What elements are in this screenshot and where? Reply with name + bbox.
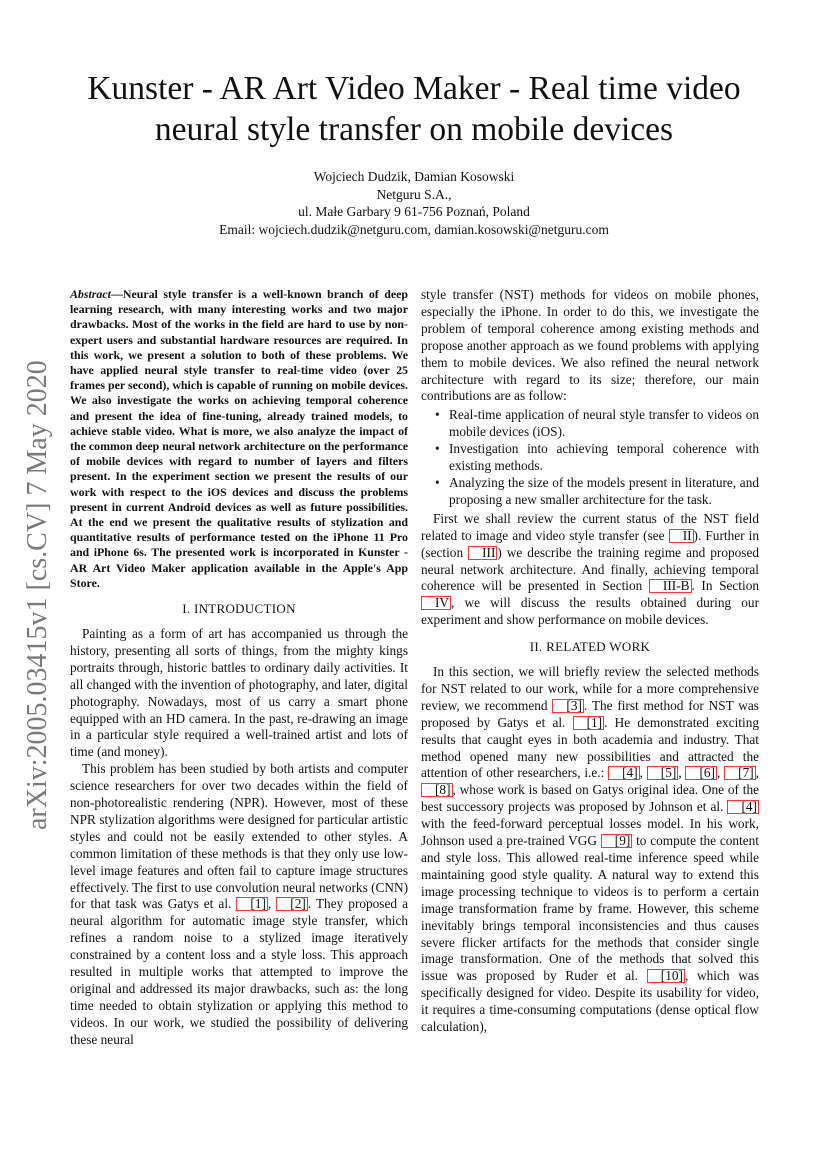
- abstract: [70, 287, 408, 591]
- section-link[interactable]: III: [468, 546, 497, 560]
- citation-link[interactable]: [6]: [685, 766, 717, 780]
- citation-link[interactable]: [3]: [552, 699, 584, 713]
- text-run: . The first method for NST was proposed by Gatys et al.: [421, 697, 759, 730]
- text-run: . They proposed a neural algorithm for automatic image style transfer, which refines a random noise to a stylized image iteratively constrained by a content loss and a style loss. This approach resulted in multiple works that attempted to improve the original and addressed its major drawbacks, such as: the long time needed to obtain stylization or applying this method to videos. In our work, we studied the possibility of delivering these neural: [70, 896, 408, 1047]
- text-run: with the feed-forward perceptual losses model. In his work, Johnson used a pre-trained VGG: [421, 816, 759, 849]
- citation-link[interactable]: [2]: [276, 897, 308, 911]
- list-item: • Real-time application of neural style transfer to videos on mobile devices (iOS).: [435, 407, 759, 441]
- text-run: , which was specifically designed for video. Despite its usability for video, it requires a time-consuming computations (dense optical flow calculation),: [421, 968, 759, 1035]
- arxiv-identifier: arXiv:2005.03415v1 [cs.CV] 7 May 2020: [22, 360, 53, 830]
- text-run: , we will discuss the results obtained during our experiment and show performance on mobile devices.: [421, 595, 759, 628]
- contributions-list: [421, 407, 759, 508]
- section-link[interactable]: IV: [421, 596, 451, 610]
- abstract-lead: Abstract: [70, 287, 111, 301]
- citation-link[interactable]: [4]: [727, 800, 759, 814]
- section-title-related-work: II. RELATED WORK: [529, 639, 651, 655]
- section-link[interactable]: II: [669, 529, 694, 543]
- intro-paragraph-2: This problem has been studied by both artists and computer science researchers for over two decades within the field of non-photorealistic rendering (NPR). However, most of these NPR stylization algorithms were designed for particular artistic styles and could not be easily extended to other styles. A common limitation of these methods is that they only use low-level image features and often fail to capture image structures effectively. The first to use convolution neural networks (CNN) for that task was Gatys et al. [1] , [2] . They proposed a neural algorithm for automatic image style transfer, which refines a random noise to a stylized image iteratively constrained by a content loss and a style loss. This approach resulted in multiple works that attempted to improve the original and addressed its major drawbacks, such as: the long time needed to obtain stylization or applying this method to videos. In our work, we studied the possibility of delivering these neural: [70, 761, 408, 1047]
- paper-title: Kunster - AR Art Video Maker - Real time video neural style transfer on mobile devices: [87, 70, 741, 148]
- citation-link[interactable]: [9]: [601, 834, 633, 848]
- right-column: [421, 287, 759, 1036]
- text-run: This problem has been studied by both artists and computer science researchers for over two decades within the field of non-photorealistic rendering (NPR). However, most of these NPR stylization algorithms were designed for particular artistic styles and could not be easily extended to other styles. A common limitation of these methods is that they only use low-level image features and often fail to capture image structures effectively. The first to use convolution neural networks (CNN) for that task was Gatys et al.: [70, 761, 408, 912]
- citation-link[interactable]: [4]: [608, 766, 640, 780]
- section-link[interactable]: III-B: [649, 579, 692, 593]
- text-run: . He demonstrated exciting results that caught eyes in both academia and industry. That method opened many new possibilities and attracted the attention of other researchers, i.e.:: [421, 714, 759, 781]
- text-run: to compute the content and style loss. This allowed real-time inference speed while maintaining good style quality. A natural way to extend this image processing technique to videos is to perform a certain image transformation frame by frame. However, this scheme inevitably brings temporal inconsistencies and thus causes severe flicker artifacts for the methods that consider single image transformation. One of the methods that solved this issue was proposed by Ruder et al.: [421, 833, 759, 984]
- text-run: ) we describe the training regime and proposed neural network architecture. And finally, achieving temporal coherence will be presented in Section: [421, 544, 760, 594]
- citation-link[interactable]: [5]: [647, 766, 679, 780]
- list-item: • Analyzing the size of the models present in literature, and proposing a new smaller architecture for the task.: [435, 475, 759, 509]
- text-run: . In Section: [691, 578, 759, 594]
- text-run: ). Further in (section: [421, 527, 759, 560]
- citation-link[interactable]: [8]: [421, 783, 453, 797]
- list-item: • Investigation into achieving temporal coherence with existing methods.: [435, 441, 759, 475]
- text-run: , whose work is based on Gatys original idea. One of the best successory projects was proposed by Johnson et al.: [421, 782, 759, 815]
- abstract-text: —Neural style transfer is a well-known branch of deep learning research, with many interesting works and two major drawbacks. Most of the works in the field are hard to use by non-expert users and substantial hardware resources are required. In this work, we present a solution to both of these problems. We have applied neural style transfer to real-time video (over 25 frames per second), which is capable of running on mobile devices. We also investigate the works on achieving temporal coherence and present the idea of fine-tuning, already trained models, to achieve stable video. What is more, we also analyze the impact of the common deep neural network architecture on the performance of mobile devices with regard to number of layers and filters present. In the experiment section we present the results of our work with respect to the iOS devices and discuss the problems present in current Android devices as well as future possibilities. At the end we present the qualitative results of stylization and quantitative results of performance tested on the iPhone 11 Pro and iPhone 6s. The presented work is incorporated in Kunster - AR Art Video Maker application available in the Apple's App Store.: [70, 287, 408, 590]
- right-paragraph-1: style transfer (NST) methods for videos on mobile phones, especially the iPhone. In order to do this, we investigate the problem of temporal coherence among existing methods and propose another approach as we found problems with applying them to mobile devices. We also refined the neural network architecture with regard to its size; therefore, our main contributions are as follow:: [421, 287, 759, 404]
- author-affiliation: Netguru S.A.,: [376, 186, 452, 202]
- author-names: Wojciech Dudzik, Damian Kosowski: [313, 169, 515, 184]
- related-work-paragraph: In this section, we will briefly review the selected methods for NST related to our work, while for a more comprehensive review, we recommend [3] . The first method for NST was proposed by Gatys et al. [1] . He demonstrated exciting results that caught eyes in both academia and industry. That method opened many new possibilities and attracted the attention of other researchers, i.e.: [4] , [5] , [6] , [7] , [8] , whose work is based on Gatys original idea. One of the best successory projects was proposed by Johnson et al. [4] with the feed-forward perceptual losses model. In his work, Johnson used a pre-trained VGG [9] to compute the content and style loss. This allowed real-time inference speed while maintaining good style quality. A natural way to extend this image processing technique to videos is to perform a certain image transformation frame by frame. However, this scheme inevitably brings temporal inconsistencies and thus causes severe flicker artifacts for the methods that consider single image transformation. One of the methods that solved this issue was proposed by Ruder et al. [10] , which was specifically designed for video. Despite its usability for video, it requires a time-consuming computations (dense optical flow calculation),: [421, 664, 759, 1035]
- author-address: ul. Małe Garbary 9 61-756 Poznań, Poland: [298, 204, 530, 219]
- right-paragraph-2: [421, 511, 759, 629]
- author-block: [60, 168, 768, 238]
- citation-link[interactable]: [1]: [573, 716, 605, 730]
- citation-link[interactable]: [7]: [724, 766, 756, 780]
- text-run: First we shall review the current status of the NST field related to image and video style transfer (see: [421, 510, 759, 543]
- section-title-introduction: I. INTRODUCTION: [182, 601, 296, 617]
- intro-paragraph-1: Painting as a form of art has accompanied us through the history, presenting all sorts of things, from the mighty kings portraits through, historic battles to ordinary daily activities. It all changed with the invention of photography, and later, digital photography. Nowadays, most of us carry a smart phone equipped with an HD camera. In the past, re-drawing an image in a particular style required a well-trained artist and lots of time (and money).: [70, 625, 408, 760]
- citation-link[interactable]: [1]: [236, 897, 268, 911]
- author-email: Email: wojciech.dudzik@netguru.com, damian.kosowski@netguru.com: [219, 221, 609, 237]
- left-column: [70, 287, 408, 1049]
- text-run: In this section, we will briefly review the selected methods for NST related to our work, while for a more comprehensive review, we recommend: [421, 664, 759, 713]
- citation-link[interactable]: [10]: [647, 969, 685, 983]
